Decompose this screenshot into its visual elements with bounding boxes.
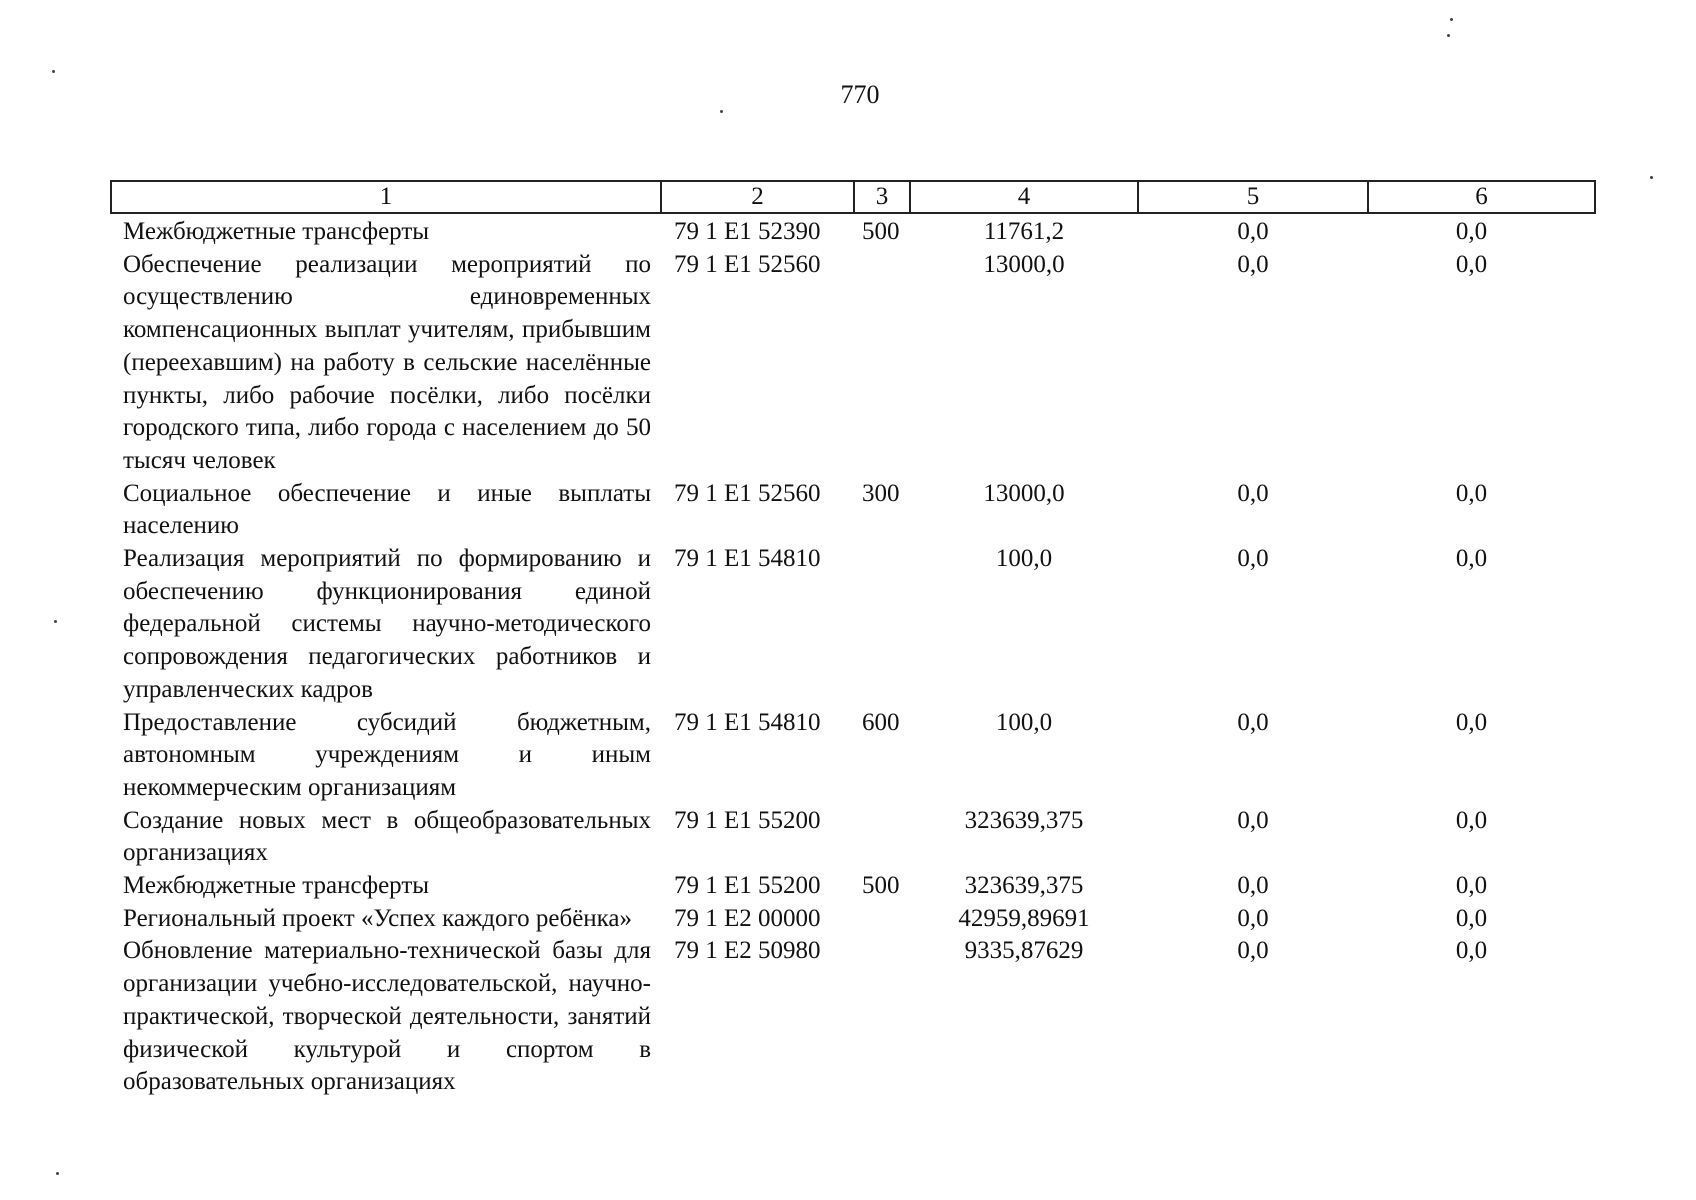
scan-speck xyxy=(1650,176,1653,179)
header-col-6: 6 xyxy=(1368,181,1595,213)
page-number: 770 xyxy=(840,80,880,109)
row-value-5: 0,0 xyxy=(1237,479,1269,507)
scan-speck xyxy=(1450,18,1453,21)
row-description: Региональный проект «Успех каждого ребёнка» xyxy=(123,904,633,932)
row-code: 79 1 E2 00000 xyxy=(674,904,821,932)
header-col-5: 5 xyxy=(1138,181,1368,213)
table-row xyxy=(111,903,1595,936)
row-value-5: 0,0 xyxy=(1237,250,1269,278)
row-value-5: 0,0 xyxy=(1237,545,1269,573)
row-group xyxy=(854,935,910,1099)
row-group: 500 xyxy=(862,218,900,245)
scan-speck xyxy=(54,620,57,623)
row-group: 300 xyxy=(862,479,900,507)
header-col-2: 2 xyxy=(661,181,854,213)
row-value-4: 13000,0 xyxy=(983,479,1065,507)
row-description: Создание новых мест в общеобразовательных организациях xyxy=(123,806,651,867)
row-value-6: 0,0 xyxy=(1455,806,1488,834)
row-value-4: 9335,87629 xyxy=(964,937,1084,965)
row-value-6: 0,0 xyxy=(1455,708,1488,736)
row-value-6: 0,0 xyxy=(1455,545,1488,573)
table-row xyxy=(111,543,1595,707)
row-value-6: 0,0 xyxy=(1455,904,1488,932)
scan-speck xyxy=(56,1172,59,1175)
row-value-5: 0,0 xyxy=(1237,937,1269,965)
row-value-4: 100,0 xyxy=(995,708,1053,736)
row-description: Обеспечение реализации мероприятий по осуществлению единовременных компенсационных выплат учителям, прибывшим (переехавшим) на работу в сельские населённые пункты, либо рабочие посёлки, либо посёлки городского типа, либо города с населением до 50 тысяч человек xyxy=(123,250,651,474)
row-description: Социальное обеспечение и иные выплаты населению xyxy=(123,479,651,540)
row-value-6: 0,0 xyxy=(1455,872,1488,900)
table-row xyxy=(111,249,1595,478)
row-group: 600 xyxy=(862,708,900,736)
row-code: 79 1 E2 50980 xyxy=(674,937,821,965)
row-value-5: 0,0 xyxy=(1237,218,1269,245)
header-col-4: 4 xyxy=(910,181,1138,213)
table-row xyxy=(111,935,1595,1099)
table-row xyxy=(111,870,1595,903)
row-group xyxy=(854,903,910,936)
table-row xyxy=(111,805,1595,870)
row-value-4: 100,0 xyxy=(995,545,1053,573)
scan-speck xyxy=(720,110,723,113)
row-description: Реализация мероприятий по формированию и обеспечению функционирования единой федеральной системы научно-методического сопровождения педагогических работников и управленческих кадров xyxy=(123,545,651,703)
row-group xyxy=(854,249,910,478)
table-row xyxy=(111,478,1595,543)
row-code: 79 1 E1 54810 xyxy=(674,545,821,573)
row-code: 79 1 E1 55200 xyxy=(674,872,821,900)
budget-table xyxy=(110,180,1596,1099)
row-group xyxy=(854,805,910,870)
row-value-6: 0,0 xyxy=(1455,218,1488,245)
row-code: 79 1 E1 52390 xyxy=(674,218,821,245)
row-value-5: 0,0 xyxy=(1237,708,1269,736)
row-description: Межбюджетные трансферты xyxy=(123,872,430,900)
row-code: 79 1 E1 52560 xyxy=(674,250,821,278)
row-value-4: 323639,375 xyxy=(964,872,1084,900)
row-group: 500 xyxy=(862,872,900,900)
row-description: Межбюджетные трансферты xyxy=(123,218,430,245)
row-value-6: 0,0 xyxy=(1455,479,1488,507)
header-col-3: 3 xyxy=(854,181,910,213)
row-value-6: 0,0 xyxy=(1455,250,1488,278)
row-value-4: 42959,89691 xyxy=(958,904,1090,932)
row-description: Обновление материально-технической базы для организации учебно-исследовательской, научно-практической, творческой деятельности, занятий физической культурой и спортом в образовательных организациях xyxy=(123,937,651,1096)
row-value-6: 0,0 xyxy=(1455,937,1488,965)
row-value-4: 13000,0 xyxy=(983,250,1065,278)
row-value-4: 323639,375 xyxy=(964,806,1084,834)
row-code: 79 1 E1 55200 xyxy=(674,806,821,834)
row-code: 79 1 E1 54810 xyxy=(674,708,821,736)
row-description: Предоставление субсидий бюджетным, автономным учреждениям и иным некоммерческим организациям xyxy=(123,708,651,801)
scan-speck xyxy=(52,70,55,73)
header-row xyxy=(111,181,1595,213)
row-value-5: 0,0 xyxy=(1237,806,1269,834)
scan-speck xyxy=(1447,34,1450,37)
table-row xyxy=(111,213,1595,249)
row-value-5: 0,0 xyxy=(1237,872,1269,900)
row-value-4: 11761,2 xyxy=(983,218,1065,245)
row-value-5: 0,0 xyxy=(1237,904,1269,932)
row-code: 79 1 E1 52560 xyxy=(674,479,821,507)
table-row xyxy=(111,707,1595,805)
header-col-1: 1 xyxy=(111,181,661,213)
row-group xyxy=(854,543,910,707)
